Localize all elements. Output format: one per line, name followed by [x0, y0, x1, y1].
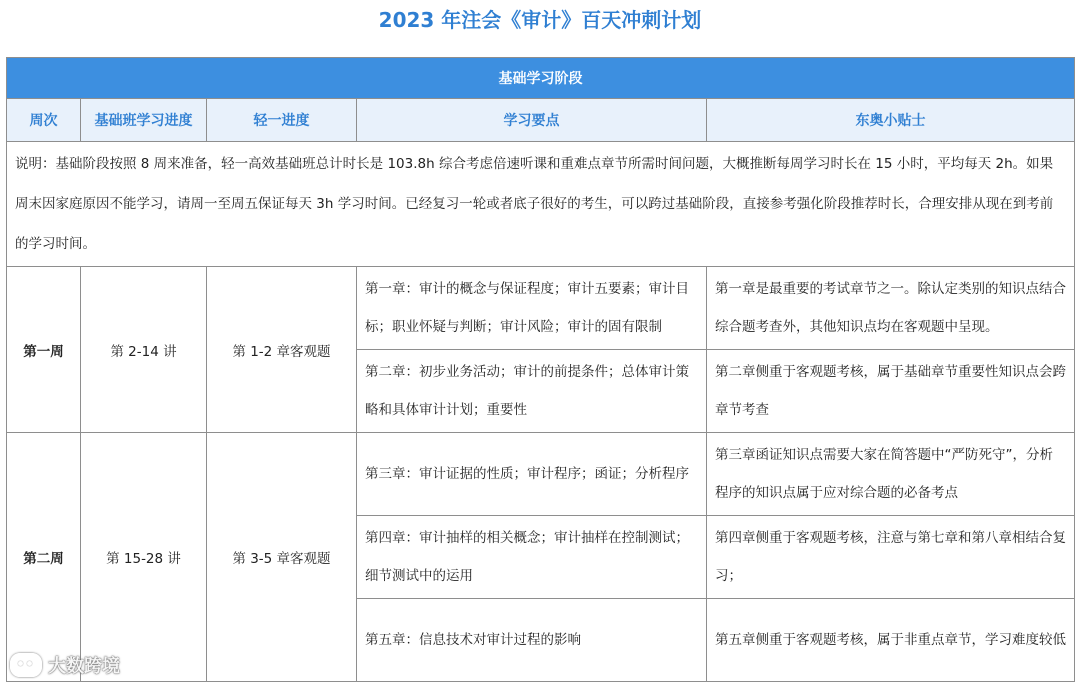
- light-progress-cell: 第 3-5 章客观题: [207, 433, 357, 682]
- tip-cell: 第一章是最重要的考试章节之一。除认定类别的知识点结合综合题考查外，其他知识点均在客观题中呈现。: [707, 267, 1075, 350]
- note-text: 说明：基础阶段按照 8 周来准备，轻一高效基础班总计时长是 103.8h 综合考虑倍速听课和重难点章节所需时间问题，大概推断每周学习时长在 15 小时，平均每天 2h。如果周末因家庭原因不能学习，请周一至周五保证每天 3h 学习时间。已经复习一轮或者底子很好的考生，可以跨过基础阶段，直接参考强化阶段推荐时长，合理安排从现在到考前的学习时间。: [7, 142, 1075, 267]
- week-label: 第二周: [7, 433, 81, 682]
- key-point-cell: 第一章：审计的概念与保证程度；审计五要素；审计目标；职业怀疑与判断；审计风险；审计的固有限制: [357, 267, 707, 350]
- column-header-row: [7, 99, 1075, 142]
- key-point-cell: 第四章：审计抽样的相关概念；审计抽样在控制测试；细节测试中的运用: [357, 516, 707, 599]
- stage-title: 基础学习阶段: [7, 58, 1075, 99]
- study-plan-table: [6, 57, 1075, 682]
- header-tips: 东奥小贴士: [707, 99, 1075, 142]
- tip-cell: 第五章侧重于客观题考核，属于非重点章节，学习难度较低: [707, 599, 1075, 682]
- stage-header-row: [7, 58, 1075, 99]
- tip-cell: 第二章侧重于客观题考核，属于基础章节重要性知识点会跨章节考查: [707, 350, 1075, 433]
- basic-progress-cell: 第 15-28 讲: [81, 433, 207, 682]
- header-basic-progress: 基础班学习进度: [81, 99, 207, 142]
- basic-progress-cell: 第 2-14 讲: [81, 267, 207, 433]
- page-title: 2023 年注会《审计》百天冲刺计划: [378, 8, 702, 32]
- key-point-cell: 第五章：信息技术对审计过程的影响: [357, 599, 707, 682]
- header-key-points: 学习要点: [357, 99, 707, 142]
- header-week: 周次: [7, 99, 81, 142]
- table-row: [7, 433, 1075, 516]
- tip-cell: 第四章侧重于客观题考核，注意与第七章和第八章相结合复习；: [707, 516, 1075, 599]
- key-point-cell: 第三章：审计证据的性质；审计程序；函证；分析程序: [357, 433, 707, 516]
- week-label: 第一周: [7, 267, 81, 433]
- table-row: [7, 267, 1075, 350]
- tip-cell: 第三章函证知识点需要大家在简答题中“严防死守”，分析程序的知识点属于应对综合题的必备考点: [707, 433, 1075, 516]
- light-progress-cell: 第 1-2 章客观题: [207, 267, 357, 433]
- chat-bubble-icon: [10, 653, 42, 677]
- note-row: [7, 142, 1075, 267]
- header-light-progress: 轻一进度: [207, 99, 357, 142]
- key-point-cell: 第二章：初步业务活动；审计的前提条件；总体审计策略和具体审计计划；重要性: [357, 350, 707, 433]
- watermark-text: 大数跨境: [48, 656, 120, 677]
- watermark: [10, 652, 120, 678]
